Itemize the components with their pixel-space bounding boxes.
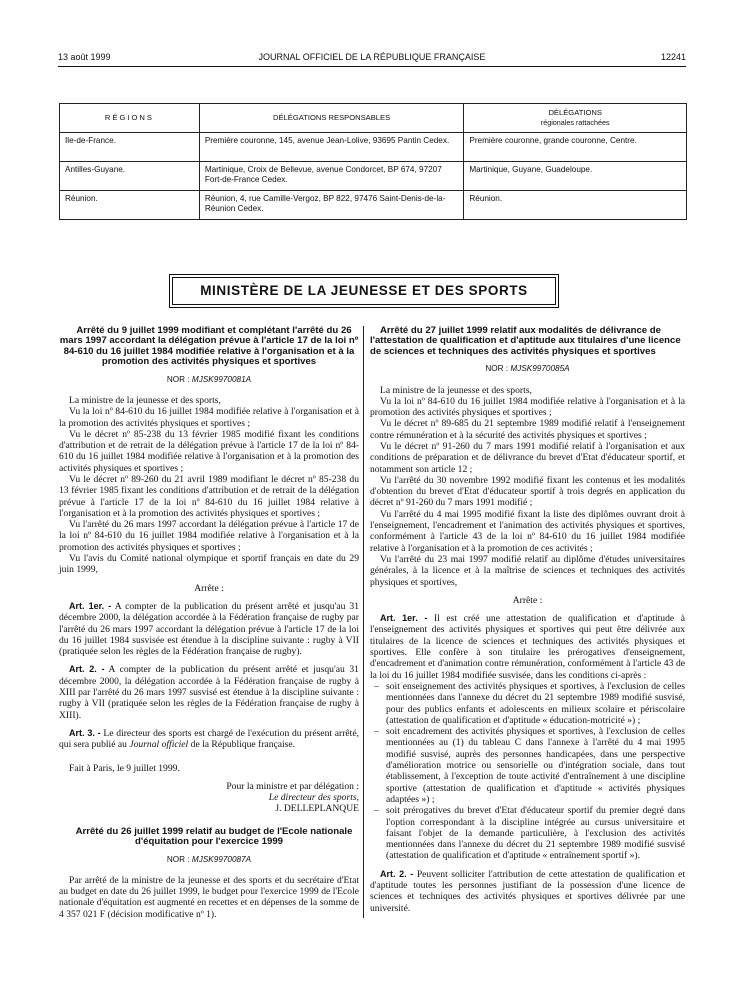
article-text: Le directeur des sports est chargé de l'exécution du présent arrêté, qui sera publié au [59, 727, 359, 751]
nor-label: NOR : [166, 854, 190, 864]
paragraph: Vu l'arrêté du 23 mai 1997 modifié relatif au diplôme d'études universitaires générales, à la licence et à la maîtrise de sciences et techniques des activités physiques et sportives, [370, 553, 685, 588]
paragraph: Vu le décret nº 89-685 du 21 septembre 1989 modifié relatif à l'enseignement contre rémunération et à la sécurité des activités physiques et sportives ; [370, 418, 685, 441]
arrete-title: Arrêté du 27 juillet 1999 relatif aux modalités de délivrance de l'attestation de qualification et d'aptitude aux titulaires d'une licence de sciences et techniques des activités physiques et sportives [370, 325, 681, 357]
paragraph: La ministre de la jeunesse et des sports, [380, 384, 532, 396]
right-column [370, 326, 685, 914]
region-cell: Réunion. [60, 191, 200, 220]
nor-reference [59, 854, 359, 865]
article-text: Peuvent solliciter l'attribution de cette attestation de qualification et d'aptitude toutes les personnes justifiant de la possession d'une licence de sciences et techniques des activités physiques et sportives délivrée par une université. [370, 868, 685, 914]
signature-name: J. DELLEPLANQUE [275, 803, 359, 815]
signature-date: Fait à Paris, le 9 juillet 1999. [69, 762, 180, 774]
list-item: – soit enseignement des activités physiques et sportives, à l'exclusion de celles mentionnées dans l'annexe du décret du 21 septembre 1989 modifié susvisé, pour des publics enfants et adolescents en milieux scolaire et périscolaire (attestation de qualification et d'aptitude « éducation-motricité ») ; [386, 681, 685, 726]
article-2 [370, 869, 685, 914]
region-cell: Antilles-Guyane. [60, 162, 200, 191]
paragraph: La ministre de la jeunesse et des sports, [69, 394, 221, 406]
col-rattachees-title: DÉLÉGATIONS [548, 108, 602, 117]
left-column [59, 326, 359, 920]
delegation-cell: Martinique, Croix de Bellevue, avenue Condorcet, BP 674, 97207 Fort-de-France Cedex. [199, 162, 464, 191]
arrete-title: Arrêté du 26 juillet 1999 relatif au budget de l'Ecole nationale d'équitation pour l'exercice 1999 [75, 825, 353, 848]
article-label: Art. 1er. - [380, 613, 428, 624]
table-row [60, 133, 687, 162]
region-cell: Ile-de-France. [60, 133, 200, 162]
article-1 [370, 613, 685, 681]
list-item: – soit encadrement des activités physiques et sportives, à l'exclusion de celles mentionnées au (1) du tableau C dans l'annexe à l'arrêté du 4 mai 1995 modifié susvisé, auprès des personnes handicapées, dans une perspective d'amélioration motrice ou sensorielle ou d'intégration sociale, dans tout établissement, à l'exception de toute activité d'entraînement à une discipline sportive (attestation de qualification et d'aptitude « activités physiques adaptées ») ; [386, 726, 685, 805]
paragraph: Par arrêté de la ministre de la jeunesse et des sports et du secrétaire d'Etat au budget en date du 26 juillet 1999, le budget pour l'exercice 1999 de l'Ecole nationale d'équitation est augmenté en recettes et en dépenses de la somme de 4 357 021 F (décision modificative nº 1). [59, 874, 359, 920]
nor-label: NOR : [166, 374, 190, 384]
paragraph: Vu la loi nº 84-610 du 16 juillet 1984 modifiée relative à l'organisation et à la promotion des activités physiques et sportives ; [370, 395, 685, 419]
table-header-row [60, 104, 687, 133]
paragraph: Vu l'avis du Comité national olympique et sportif français en date du 29 juin 1999, [59, 553, 359, 576]
paragraph: Vu l'arrêté du 4 mai 1995 modifié fixant la liste des diplômes ouvrant droit à l'enseignement, l'encadrement et l'animation des activités physiques et sportives, conformément à l'article 43 de la loi nº 84-610 du 16 juillet 1984 modifiée relative à l'organisation et à la promotion de ces activités ; [370, 508, 685, 554]
nor-code: MJSK9970081A [191, 374, 252, 384]
paragraph: Vu l'arrêté du 30 novembre 1992 modifié fixant les contenus et les modalités d'obtention du brevet d'Etat d'éducateur sportif à trois degrés en application du décret nº 91-260 du 7 mars 1991 modifié ; [370, 474, 685, 509]
article-3 [59, 728, 359, 751]
article-text: A compter de la publication du présent arrêté et jusqu'au 31 décembre 2000, la délégation accordée à la Fédération française de rugby par l'arrêté du 26 mars 1997 accordant la délégation prévue à l'article 17 de la loi du 16 juillet 1984 susvisée est étendue à la discipline suivante : rugby à VII (pratiquée selon les règles de la Fédération française de rugby). [59, 600, 359, 658]
nor-reference [370, 363, 685, 374]
article-text: Il est créé une attestation de qualification et d'aptitude à l'enseignement des activités physiques et sportives qui peut être délivrée aux titulaires de la licence de sciences et techniques des activités physiques et sportives. Elle confère à son titulaire les prérogatives d'enseignement, d'encadrement et d'animation contre rémunération, conformément à l'article 43 de la loi du 16 juillet 1984 modifiée susvisée, dans les conditions ci-après : [370, 613, 685, 681]
article-label: Art. 1er. - [69, 600, 112, 611]
paragraph: Vu l'arrêté du 26 mars 1997 accordant la délégation prévue à l'article 17 de la loi nº 84-610 du 16 juillet 1984 modifiée relative à l'organisation et à la promotion des activités physiques et sportives ; [59, 519, 359, 553]
arrete-heading: Arrête : [194, 582, 224, 594]
nor-label: NOR : [485, 364, 509, 374]
rattachees-cell: Martinique, Guyane, Guadeloupe. [464, 162, 687, 191]
rattachees-cell: Réunion. [464, 191, 687, 220]
header-journal-title: JOURNAL OFFICIEL DE LA RÉPUBLIQUE FRANÇAISE [258, 52, 486, 62]
nor-code: MJSK9970087A [191, 854, 252, 864]
table-row [60, 191, 687, 220]
signature-line: Pour la ministre et par délégation : [226, 780, 359, 792]
nor-code: MJSK9970085A [510, 364, 570, 374]
col-regions-header: RÉGIONS [60, 104, 200, 133]
signature-title [59, 792, 359, 803]
arrete-heading: Arrête : [512, 594, 543, 606]
header-page-number: 12241 [660, 52, 686, 62]
signature-role: Le directeur des sports, [268, 792, 359, 804]
list-item: – soit prérogatives du brevet d'Etat d'éducateur sportif du premier degré dans l'option correspondant à la discipline intégrée au cursus universitaire et faisant l'objet de la demande particulière, à l'exclusion des activités mentionnées dans l'annexe du décret du 21 septembre 1989 modifié susvisé (attestation de qualification et d'aptitude « entraînement sportif »). [386, 805, 685, 861]
delegation-cell: Première couronne, 145, avenue Jean-Lolive, 93695 Pantin Cedex. [199, 133, 464, 162]
paragraph: Vu le décret nº 91-260 du 7 mars 1991 modifié relatif à l'organisation et aux conditions de préparation et de délivrance du brevet d'Etat d'éducateur sportif, et notamment son article 12 ; [370, 441, 685, 475]
article-label: Art. 2. - [69, 664, 105, 675]
col-rattachees-subtitle: régionales rattachées [540, 118, 610, 127]
arrete-title: Arrêté du 9 juillet 1999 modifiant et complétant l'arrêté du 26 mars 1997 accordant la délégation prévue à l'article 17 de la loi nº 84-610 du 16 juillet 1984 modifiée relative à l'organisation et à la promotion des activités physiques et sportives [59, 325, 359, 368]
paragraph: Vu le décret nº 85-238 du 13 février 1985 modifié fixant les conditions d'attribution et de retrait de la délégation prévue à l'article 17 de la loi nº 84-610 du 16 juillet 1984 modifiée relative à l'organisation et à la promotion des activités physiques et sportives ; [59, 428, 359, 474]
paragraph: Vu le décret nº 89-260 du 21 avril 1989 modifiant le décret nº 85-238 du 13 février 1985 fixant les conditions d'attribution et de retrait de la délégation prévue à l'article 17 de la loi nº 84-610 du 16 juillet 1984 relative à l'organisation et à la promotion des activités physiques et sportives ; [59, 474, 359, 519]
article-text: A compter de la publication du présent arrêté et jusqu'au 31 décembre 2000, la délégation accordée à la Fédération française de rugby à XIII par l'arrêté du 26 mars 1997 susvisé est étendue à la discipline suivante : rugby à VII (pratiquée selon les règles de la Fédération française de rugby à XIII). [59, 664, 359, 721]
nor-reference [59, 374, 359, 385]
page-header [58, 52, 686, 67]
conditions-list [370, 681, 685, 862]
col-rattachees-header [464, 104, 687, 133]
article-2 [59, 664, 359, 720]
article-text: de la République française. [190, 739, 296, 751]
paragraph: Vu la loi nº 84-610 du 16 juillet 1984 modifiée relative à l'organisation et à la promotion des activités physiques et sportives ; [59, 406, 359, 429]
rattachees-cell: Première couronne, grande couronne, Centre. [464, 133, 687, 162]
regions-table [59, 103, 687, 220]
column-divider [363, 326, 364, 918]
journal-name: Journal officiel [129, 739, 189, 751]
article-label: Art. 2. - [380, 868, 414, 879]
article-1 [59, 601, 359, 657]
header-date: 13 août 1999 [58, 52, 111, 62]
ministry-heading: MINISTÈRE DE LA JEUNESSE ET DES SPORTS [172, 277, 556, 305]
table-row [60, 162, 687, 191]
delegation-cell: Réunion, 4, rue Camille-Vergoz, BP 822, 97476 Saint-Denis-de-la-Réunion Cedex. [199, 191, 464, 220]
col-delegations-header: DÉLÉGATIONS RESPONSABLES [199, 104, 464, 133]
article-label: Art. 3. - [69, 727, 101, 738]
